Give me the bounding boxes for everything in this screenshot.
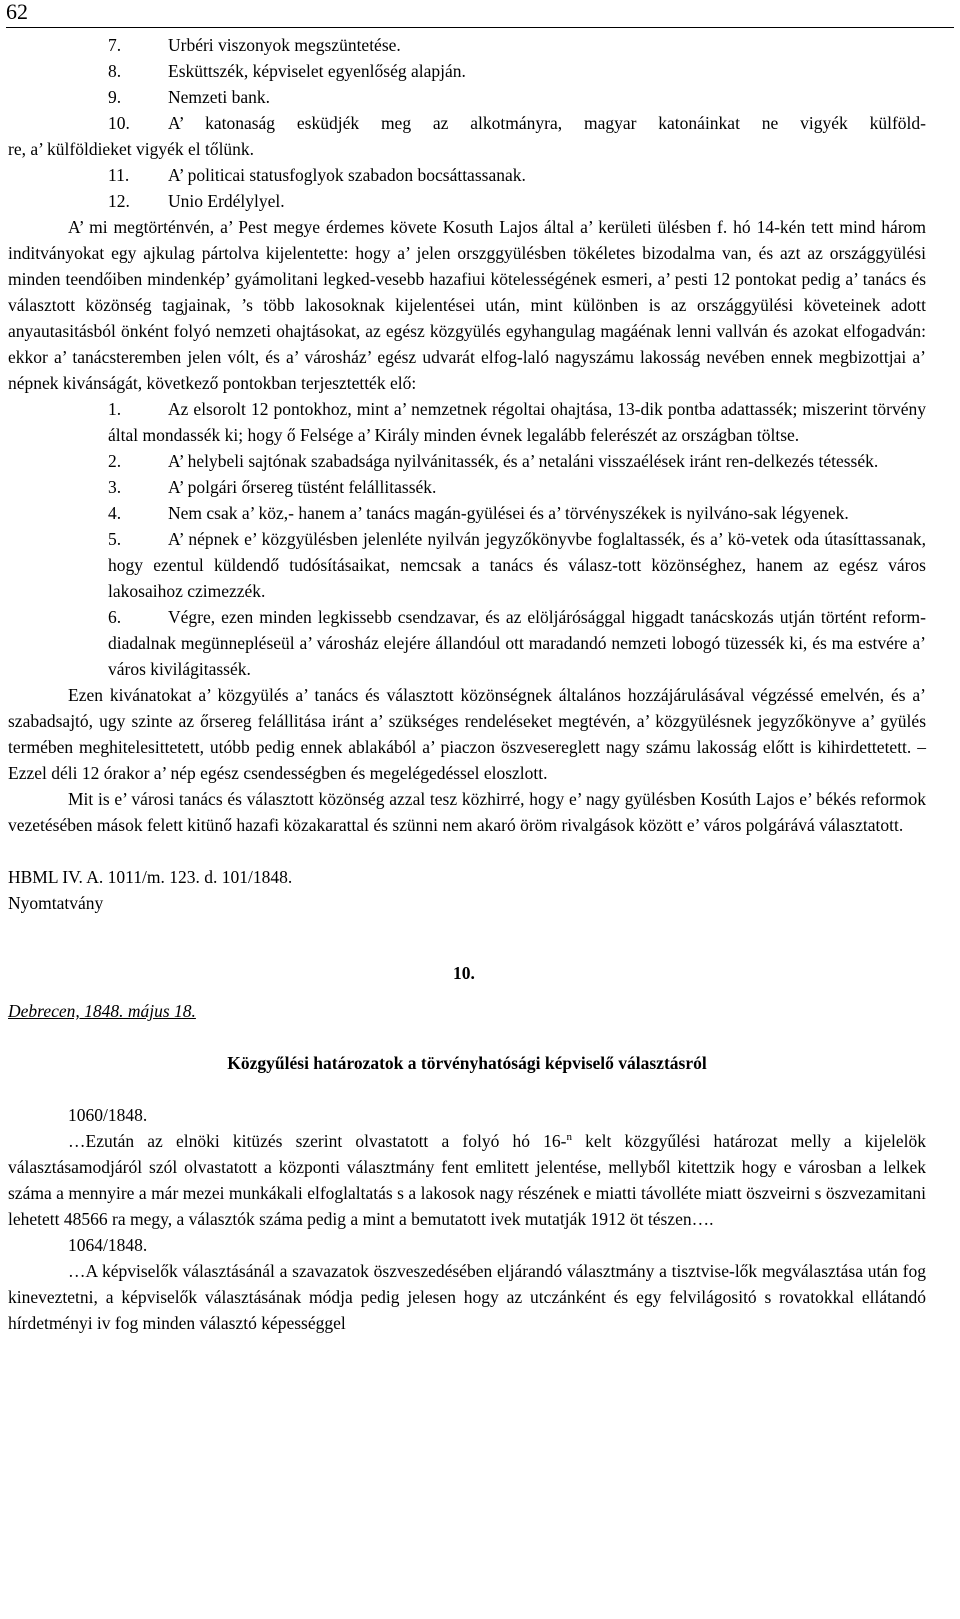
page-number: 62 — [6, 0, 28, 24]
item-number: 5. — [108, 529, 122, 549]
demands-list-continued — [8, 32, 926, 214]
item-text: Urbéri viszonyok megszüntetése. — [168, 35, 401, 55]
list-item — [8, 474, 926, 500]
document-date: Debrecen, 1848. május 18. — [8, 1001, 196, 1021]
source-reference — [8, 864, 926, 916]
item-text: A’ helybeli sajtónak szabadsága nyilvánitassék, és a’ netaláni visszaélések iránt ren-delkezés tétessék. — [168, 451, 879, 471]
list-item-continuation: re, a’ külföldieket vigyék el tőlünk. — [8, 139, 255, 159]
page-body — [8, 32, 926, 1336]
item-text: A’ polgári őrsereg tüstént felállitassék. — [168, 477, 437, 497]
item-number: 12. — [108, 191, 130, 211]
item-text: A’ népnek e’ közgyülésben jelenléte nyilván jegyzőkönyvbe foglaltassék, és a’ kö-vetek oda útasíttassanak, hogy ezentul küldendő tudósításaikat, nemcsak a tanács és válasz-tott közönséghez, hanem az egész város lakosaihoz czimezzék. — [108, 529, 926, 601]
list-item — [8, 526, 926, 604]
item-text: Unio Erdélylyel. — [168, 191, 285, 211]
list-item — [8, 162, 926, 188]
item-number: 10. — [108, 113, 130, 133]
item-number: 4. — [108, 503, 122, 523]
item-number: 1. — [108, 399, 122, 419]
document-number: 10. — [453, 963, 475, 983]
item-text: Végre, ezen minden legkissebb csendzavar, és az elöljárósággal higgadt tanácskozás utján történt reform-diadalnak megünnepléseül a’ városház elejére állandóul ott maradandó nemzeti lobogó tüzessék ki, és ma estvére a’ város kivilágitassék. — [108, 607, 926, 679]
item-text: Nemzeti bank. — [168, 87, 271, 107]
item-number: 7. — [108, 35, 122, 55]
item-number: 6. — [108, 607, 122, 627]
announcement-paragraph: Mit is e’ városi tanács és választott közönség azzal tesz közhirré, hogy e’ nagy gyülésben Kosúth Lajos e’ békés reformok vezetésében mások felett kitünő hazafi közakarattal és szünni nem akaró öröm rivalgások között e’ város polgárává választatott. — [8, 789, 926, 835]
file-reference: 1060/1848. — [68, 1105, 148, 1125]
archive-reference: HBML IV. A. 1011/m. 123. d. 101/1848. — [8, 867, 293, 887]
election-paragraph: …A képviselők választásánál a szavazatok öszveszedésében eljárandó választmány a tisztvise-lők megválasztása után fog kineveztetni, a képviselők választásának módja pedig jelesen hogy az utczánként és egy felvilágositó s rovatokkal ellátandó hírdetményi iv fog minden választó képességgel — [8, 1261, 926, 1333]
list-item — [8, 188, 926, 214]
list-item — [8, 448, 926, 474]
item-text: Az elsorolt 12 pontokhoz, mint a’ nemzetnek régoltai ohajtása, 13-dik pontba adattassék; miszerint törvény által mondassék ki; hogy ő Felsége a’ Király minden évnek legalább felerészét az országban töltse. — [108, 399, 926, 445]
item-number: 9. — [108, 87, 122, 107]
census-paragraph — [8, 1128, 926, 1232]
list-item — [8, 396, 926, 448]
document-type: Nyomtatvány — [8, 893, 104, 913]
item-text: A’ katonaság esküdjék meg az alkotmányra, magyar katonáinkat ne vigyék külföld- — [168, 113, 926, 133]
item-text: A’ politicai statusfoglyok szabadon bocsáttassanak. — [168, 165, 526, 185]
list-item — [8, 58, 926, 84]
file-reference: 1064/1848. — [68, 1235, 148, 1255]
intro-paragraph: A’ mi megtörténvén, a’ Pest megye érdemes követe Kosuth Lajos által a’ kerületi ülésben f. hó 14-kén tett mind három inditványokat egy ajkulag pártolva kijelentette: hogy a’ jelen orszggyülésben tökéletes bizodalma van, és azt az országgyülési minden teendőiben mindenkép’ gyámolitani legked-vesebb hazafiui kötelességének esmeri, a’ pesti 12 pontokat pedig a’ tanács és választott közönség tagjainak, ’s több lakosoknak kijelentései után, mint különben is az országgyülési követeinek adott anyautasitásból önként folyó nemzeti ohajtásokat, az egész közgyülés egyhangulag magáénak lenni vallván és azokat elfogadván: ekkor a’ tanácsteremben jelen vólt, és a’ városház’ egész udvarát elfog-laló nagyszámu lakosság nevében ennek megbizottjai a’ népnek kivánságát, következő pontokban terjesztették elő: — [8, 217, 926, 393]
superscript: n — [566, 1131, 572, 1144]
list-item — [8, 32, 926, 58]
paragraph-text: kelt közgyűlési határozat melly a kijelelök választásamodjáról szól olvastatott a központi választmány fent emlitett jelentése, mellyből kitettzik hogy e városban a lelkek száma a mennyire a már mezei munkákali elfoglaltatás s a lakosok nagy részének e miatti távolléte miatt öszveirni s öszvezamitani lehetett 48566 ra megy, a választók száma pedig a mint a bemutatott ivek mutatják 1912 öt tészen…. — [8, 1131, 926, 1229]
list-item — [8, 500, 926, 526]
paragraph-text: …Ezután az elnöki kitüzés szerint olvastatott a folyó hó 16- — [68, 1131, 567, 1151]
resolution-paragraph: Ezen kivánatokat a’ közgyülés a’ tanács és választott közönségnek általános hozzájárulásával végzéssé emelvén, és a’ szabadsajtó, ugy szinte az őrsereg felállitása iránt a’ szükséges rendeléseket megtévén, a’ közgyülésnek jegyzőkönyve a’ gyülés termében meghitelesittetett, utóbb pedig ennek ablakából a’ piaczon öszvesereglett nagy számu lakosság előtt is kihirdettetett. – Ezzel déli 12 órakor a’ nép egész csendességben és megelégedéssel eloszlott. — [8, 685, 926, 783]
new-demands-list — [8, 396, 926, 682]
item-number: 8. — [108, 61, 122, 81]
list-item — [8, 110, 926, 136]
item-number: 11. — [108, 165, 130, 185]
list-item — [8, 84, 926, 110]
list-item — [8, 604, 926, 682]
item-number: 3. — [108, 477, 122, 497]
item-text: Nem csak a’ köz,- hanem a’ tanács magán-gyülései és a’ törvényszékek is nyilváno-sak légyenek. — [168, 503, 849, 523]
document-title: Közgyűlési határozatok a törvényhatósági képviselő választásról — [227, 1053, 707, 1073]
header-rule — [6, 27, 954, 28]
document-header — [8, 960, 926, 1032]
item-text: Esküttszék, képviselet egyenlőség alapján. — [168, 61, 466, 81]
item-number: 2. — [108, 451, 122, 471]
